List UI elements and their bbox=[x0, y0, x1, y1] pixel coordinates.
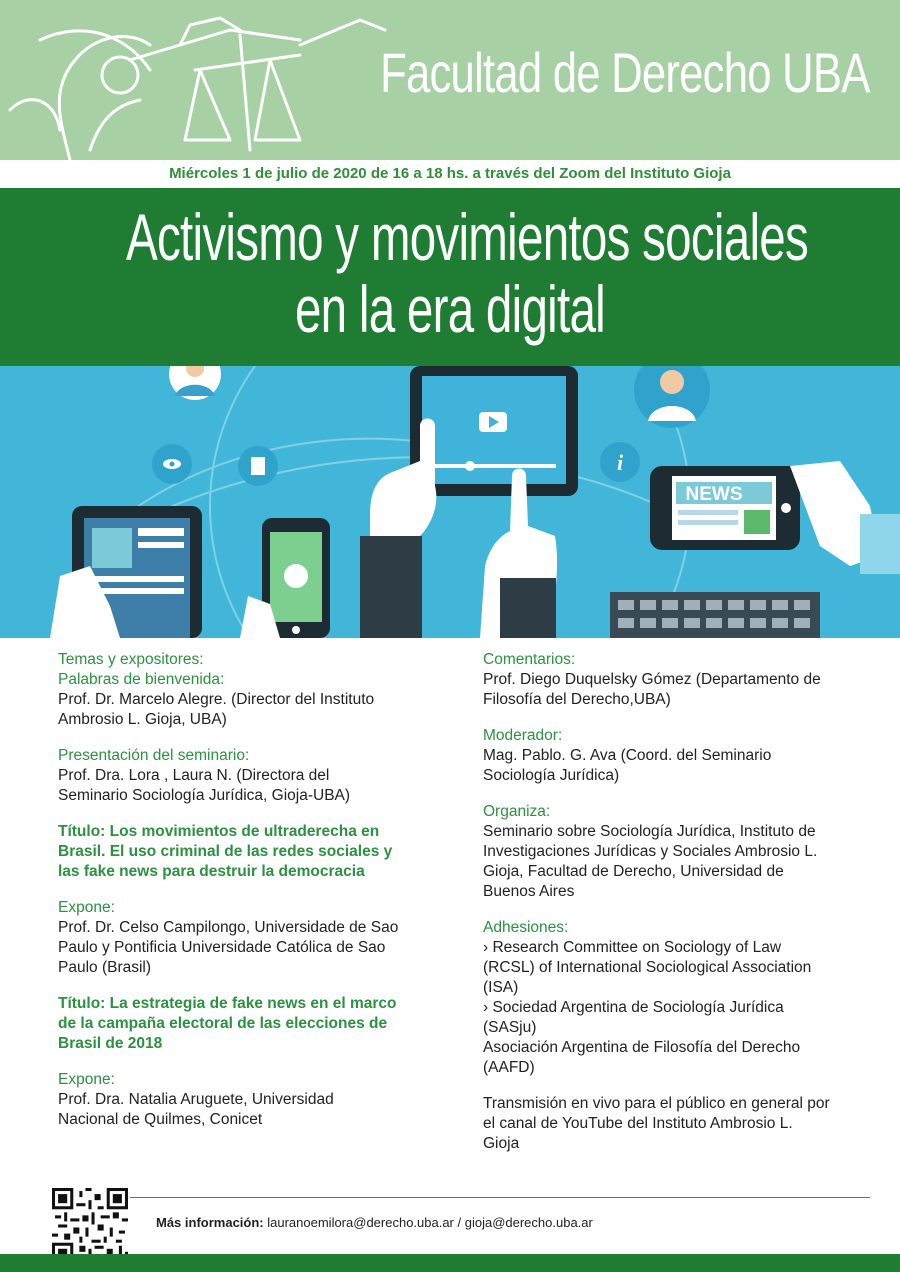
moderator-heading: Moderador: bbox=[483, 727, 563, 744]
speaker-name: Paulo (Brasil) bbox=[58, 959, 152, 976]
organizer-text: Investigaciones Jurídicas y Sociales Ambrosio L. bbox=[483, 843, 818, 860]
talk-title-1 bbox=[58, 822, 433, 882]
adhesion-item: › Sociedad Argentina de Sociología Jurídica bbox=[483, 999, 784, 1016]
organizer-text: Gioja, Facultad de Derecho, Universidad de bbox=[483, 863, 784, 880]
talk-title-line: Título: La estrategia de fake news en el marco bbox=[58, 995, 397, 1012]
speaker-section-1 bbox=[58, 898, 433, 978]
presentation-heading: Presentación del seminario: bbox=[58, 747, 250, 764]
event-date-line: Miércoles 1 de julio de 2020 de 16 a 18 hs. a través del Zoom del Instituto Gioja bbox=[0, 160, 900, 188]
justice-illustration bbox=[0, 0, 400, 160]
speaker-name: Prof. Dr. Celso Campilongo, Universidade de Sao bbox=[58, 919, 399, 936]
welcome-section bbox=[58, 650, 433, 730]
speaker-heading: Expone: bbox=[58, 899, 115, 916]
pointing-hand-icon bbox=[360, 419, 436, 639]
talk-title-line: Brasil de 2018 bbox=[58, 1035, 163, 1052]
event-title-line-2: en la era digital bbox=[294, 272, 606, 346]
info-symbol: i bbox=[616, 450, 624, 475]
comments-heading: Comentarios: bbox=[483, 651, 576, 668]
comments-speaker: Prof. Diego Duquelsky Gómez (Departamento de bbox=[483, 671, 821, 688]
talk-title-2 bbox=[58, 994, 433, 1054]
contact-emails[interactable]: lauranoemilora@derecho.uba.ar / gioja@derecho.uba.ar bbox=[267, 1215, 593, 1230]
avatar-icon bbox=[634, 366, 710, 428]
welcome-heading: Palabras de bienvenida: bbox=[58, 671, 225, 688]
speaker-name: Prof. Dra. Natalia Aruguete, Universidad bbox=[58, 1091, 334, 1108]
broadcast-section bbox=[483, 1094, 868, 1154]
talk-title-line: las fake news para destruir la democracia bbox=[58, 863, 365, 880]
comments-speaker: Filosofía del Derecho,UBA) bbox=[483, 691, 671, 708]
topics-heading: Temas y expositores: bbox=[58, 651, 204, 668]
smartphone-icon bbox=[240, 518, 330, 638]
adhesion-item: Asociación Argentina de Filosofía del Derecho bbox=[483, 1039, 801, 1056]
talk-title-line: Brasil. El uso criminal de las redes sociales y bbox=[58, 843, 393, 860]
organizer-heading: Organiza: bbox=[483, 803, 551, 820]
avatar-icon bbox=[169, 366, 221, 400]
presentation-section bbox=[58, 746, 433, 806]
more-info-label: Más información: bbox=[156, 1215, 264, 1230]
organizer-text: Buenos Aires bbox=[483, 883, 575, 900]
adhesion-item: (RCSL) of International Sociological Association bbox=[483, 959, 812, 976]
comments-section bbox=[483, 650, 868, 710]
bottom-bar bbox=[0, 1254, 900, 1272]
news-phone-icon bbox=[650, 461, 880, 566]
digital-devices-illustration bbox=[0, 366, 900, 638]
faculty-name: Facultad de Derecho UBA bbox=[380, 41, 870, 104]
talk-title-line: de la campaña electoral de las elecciones de bbox=[58, 1015, 388, 1032]
welcome-speaker: Ambrosio L. Gioja, UBA) bbox=[58, 711, 227, 728]
presentation-speaker: Prof. Dra. Lora , Laura N. (Directora del bbox=[58, 767, 330, 784]
organizer-section bbox=[483, 802, 868, 902]
speaker-section-2 bbox=[58, 1070, 433, 1130]
organizer-text: Seminario sobre Sociología Jurídica, Instituto de bbox=[483, 823, 816, 840]
broadcast-text: Transmisión en vivo para el público en general por bbox=[483, 1095, 830, 1112]
speaker-name: Nacional de Quilmes, Conicet bbox=[58, 1111, 263, 1128]
document-icon bbox=[238, 446, 278, 486]
adhesion-item: (SASju) bbox=[483, 1019, 537, 1036]
header bbox=[0, 0, 900, 160]
eye-icon bbox=[152, 444, 192, 484]
adhesions-heading: Adhesiones: bbox=[483, 919, 569, 936]
video-tablet-icon bbox=[410, 366, 578, 496]
right-column bbox=[483, 650, 868, 1170]
adhesion-item: › Research Committee on Sociology of Law bbox=[483, 939, 782, 956]
footer-divider bbox=[130, 1197, 870, 1198]
broadcast-text: Gioja bbox=[483, 1135, 520, 1152]
speaker-name: Paulo y Pontificia Universidade Católica de Sao bbox=[58, 939, 386, 956]
adhesion-item: (AAFD) bbox=[483, 1059, 535, 1076]
broadcast-text: el canal de YouTube del Instituto Ambrosio L. bbox=[483, 1115, 793, 1132]
talk-title-line: Título: Los movimientos de ultraderecha en bbox=[58, 823, 380, 840]
qr-code-icon[interactable] bbox=[52, 1188, 128, 1264]
keyboard-icon bbox=[610, 592, 820, 638]
moderator-name: Sociología Jurídica) bbox=[483, 767, 620, 784]
welcome-speaker: Prof. Dr. Marcelo Alegre. (Director del Instituto bbox=[58, 691, 375, 708]
adhesions-section bbox=[483, 918, 868, 1078]
adhesion-item: (ISA) bbox=[483, 979, 519, 996]
moderator-section bbox=[483, 726, 868, 786]
more-info bbox=[156, 1215, 593, 1230]
moderator-name: Mag. Pablo. G. Ava (Coord. del Seminario bbox=[483, 747, 772, 764]
news-label: NEWS bbox=[685, 484, 743, 505]
tablet-icon bbox=[50, 506, 202, 638]
speaker-heading: Expone: bbox=[58, 1071, 115, 1088]
left-column bbox=[58, 650, 433, 1146]
title-band bbox=[0, 188, 900, 366]
presentation-speaker: Seminario Sociología Jurídica, Gioja-UBA) bbox=[58, 787, 351, 804]
event-title-line-1: Activismo y movimientos sociales bbox=[126, 200, 809, 274]
info-icon bbox=[600, 442, 640, 482]
